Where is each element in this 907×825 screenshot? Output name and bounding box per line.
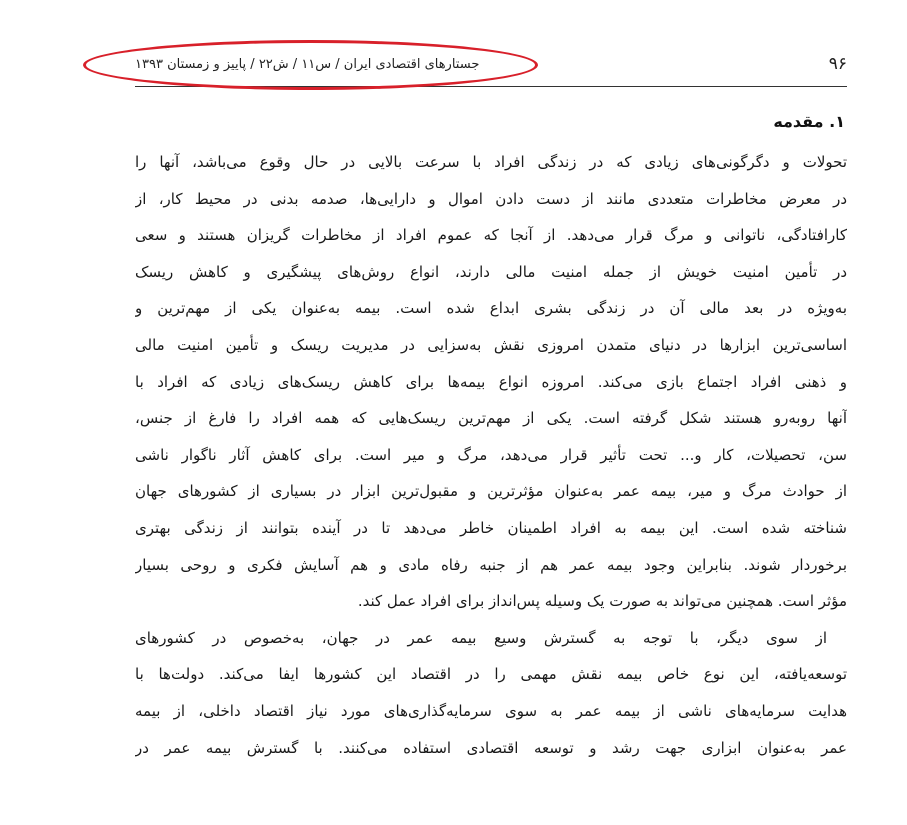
text-line: تحولات و دگرگونی‌های زیادی که در زندگی افراد با سرعت بالایی در حال وقوع می‌باشد، آنها را (135, 153, 847, 171)
paragraph-1 (135, 144, 847, 620)
paragraph-2 (135, 620, 847, 766)
text-line: برخوردار شوند. بنابراین وجود بیمه عمر هم از جنبه رفاه مادی و هم آسایش فکری و روحی بسیار (135, 555, 847, 574)
text-line: مؤثر است. همچنین می‌تواند به صورت یک وسیله پس‌انداز برای افراد عمل کند. (357, 592, 847, 611)
text-line: آنها روبه‌رو هستند شکل گرفته است. یکی از مهم‌ترین ریسک‌هایی که همه افراد را فارغ از جنس، (135, 409, 847, 428)
text-line: سن، تحصیلات، کار و... تحت تأثیر قرار می‌دهد، مرگ و میر است. برای کاهش آثار ناگوار ناشی (135, 445, 847, 464)
text-line: توسعه‌یافته، این نوع خاص بیمه نقش مهمی را در اقتصاد این کشورها ایفا می‌کند. دولت‌ها با (135, 665, 847, 684)
text-line: در معرض مخاطرات متعددی مانند از دست دادن اموال و دارایی‌ها، صدمه بدنی در محیط کار، از (135, 189, 847, 208)
text-line: از حوادث مرگ و میر، بیمه عمر به‌عنوان مؤثرترین و مقبول‌ترین ابزار در بسیاری از کشورهای جهان (135, 482, 847, 501)
text-line: به‌ویژه در بعد مالی آن در زندگی بشری ابداع شده است. بیمه به‌عنوان یکی از مهم‌ترین و (135, 299, 847, 318)
text-line: شناخته شده است. این بیمه به افراد اطمینان خاطر می‌دهد تا در آینده بتوانند از زندگی بهتری (135, 518, 847, 537)
text-line: اساسی‌ترین ابزارها در دنیای متمدن امروزی نقش به‌سزایی در مدیریت ریسک و تأمین امنیت مالی (135, 335, 847, 354)
text-line: در تأمین امنیت خویش از جمله امنیت مالی دارند، انواع روش‌های پیشگیری و کاهش ریسک (135, 262, 847, 281)
text-line: هدایت سرمایه‌های ناشی از بیمه عمر به سوی سرمایه‌گذاری‌های مورد نیاز اقتصاد داخلی، از بیمه (135, 701, 847, 720)
body-text (135, 144, 847, 766)
running-head: جستارهای اقتصادی ایران / س۱۱ / ش۲۲ / پاییز و زمستان ۱۳۹۳ (135, 57, 480, 72)
text-line: کارافتادگی، ناتوانی و مرگ قرار می‌دهد. از آنجا که عموم افراد از مخاطرات گریزان هستند و سعی (135, 226, 847, 245)
section-heading: ۱. مقدمه (773, 112, 845, 131)
text-line: از سوی دیگر، با توجه به گسترش وسیع بیمه عمر در جهان، به‌خصوص در کشورهای (135, 628, 827, 647)
text-line: و ذهنی افراد اجتماع بازی می‌کند. امروزه انواع بیمه‌ها برای کاهش ریسک‌های زیادی که افراد با (135, 372, 847, 391)
text-line: عمر به‌عنوان ابزاری جهت رشد و توسعه اقتصادی استفاده می‌کنند. با گسترش بیمه عمر در (135, 738, 847, 757)
page-number: ۹۶ (828, 54, 847, 74)
red-annotation-oval (83, 40, 538, 90)
